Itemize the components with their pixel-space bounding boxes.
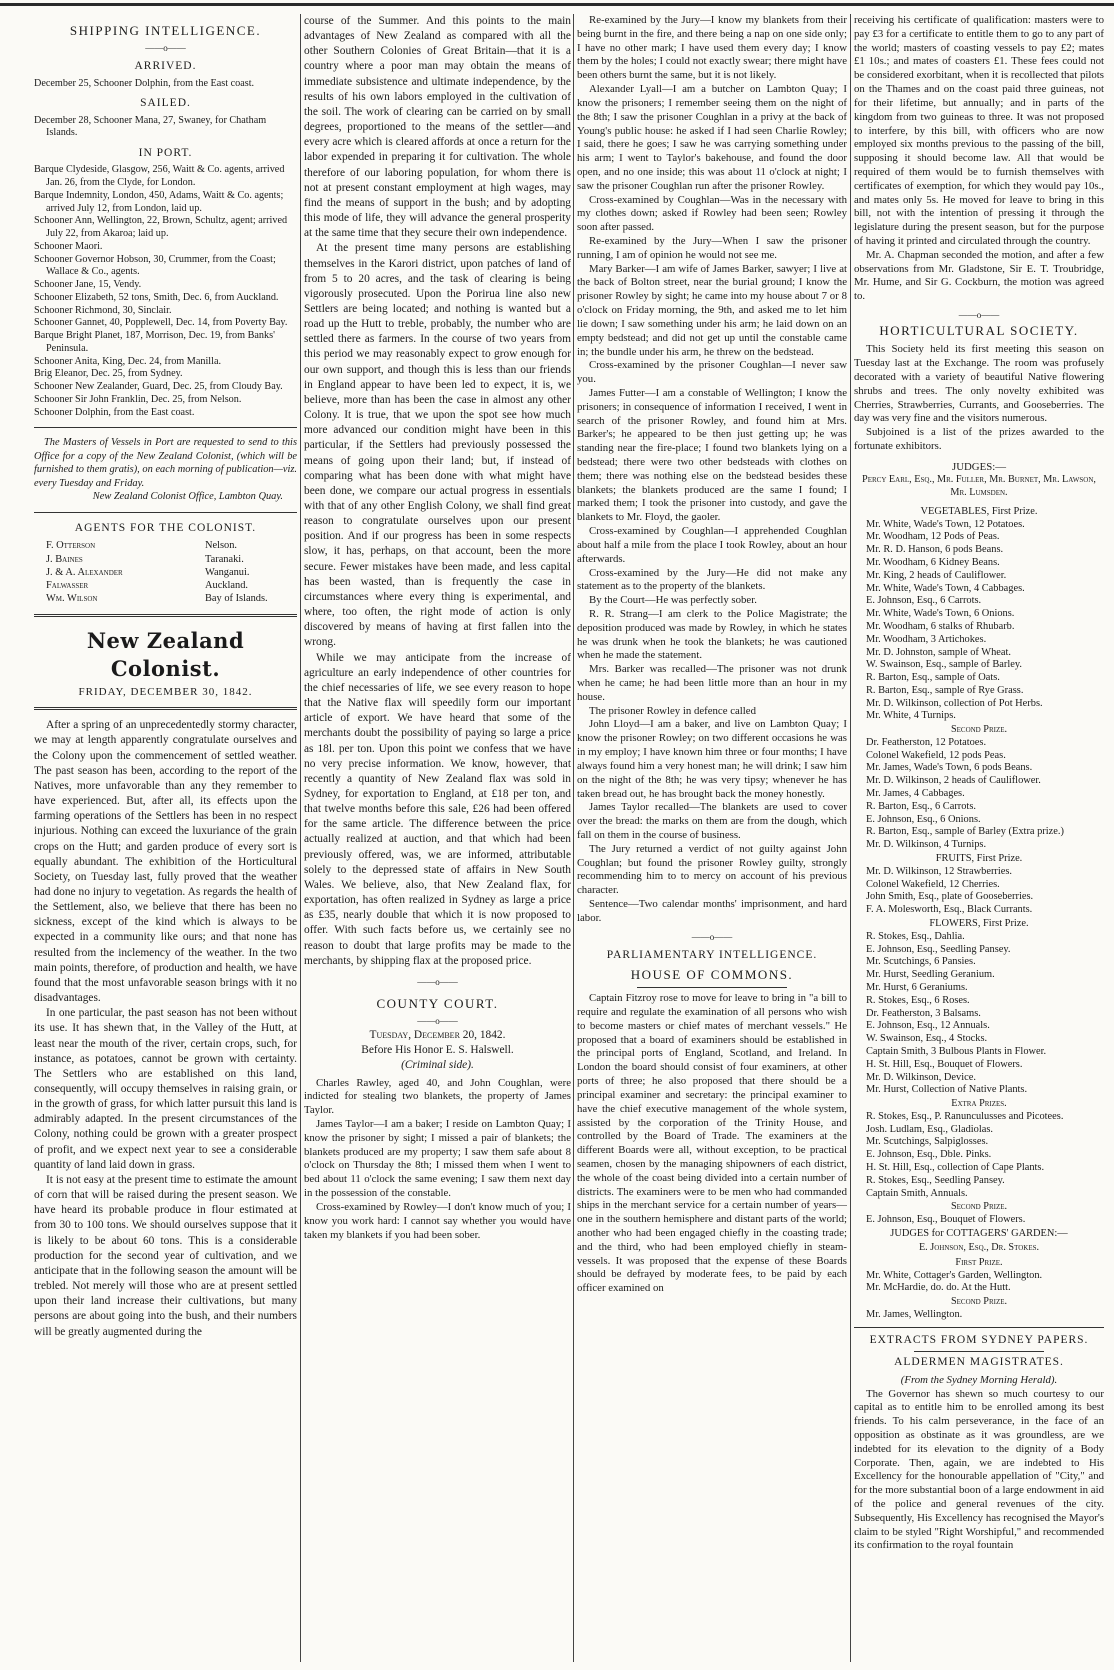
court-paragraph: James Futter—I am a constable of Wellington; I know the prisoners; in consequence of information I received, I went in search of the prisoner Rowley, and found him at Mrs. Barker's; he appeared to be then just getting up; he was standing near the fire-place; I found two blankets lying on a bedstead; there were two other bedsteads with clothes on them; there was nothing else on the bedstead besides these blankets; the blankets produced are the same I found; I marked them; I took the prisoner into custody, and gave the blankets to Mr. Floyd, the gaoler.: [577, 386, 847, 524]
list-item: Schooner Richmond, 30, Sinclair.: [34, 304, 172, 316]
second-prize-label: Second Prize.: [950, 724, 1008, 736]
agents-heading: AGENTS FOR THE COLONIST.: [74, 521, 257, 534]
editorial-paragraph: While we may anticipate from the increase of agriculture an early independence of other countries for the chief necessaries of life, we see every reason to hope that the Native flax will speedily form our important article of export. We have heard that some of the merchants doubt the possibility of paying so large a price as 18l. per ton. Upon this point we confess that we have no very precise information. We know, however, that recently a quantity of New Zealand flax was sold in Sydney, for exportation to England, at £18 per ton, and that twelve months before this sale, £26 had been offered for the same article. The difference between the price actually realized at auction, and that which had been previously offered, was, we are informed, attributable solely to the depressed state of affairs in New South Wales. We believe, also, that New Zealand flax, for exportation, has often realized in Sydney as large a price as £35, nearly double that which it is now proposed to offer. With such facts before us, we certainly see no reason to doubt that large profits may be made to the merchants, by shipping flax at the proposed price.: [304, 651, 571, 967]
agent-row: [46, 566, 297, 579]
parliament-paragraph: Captain Fitzroy rose to move for leave to bring in "a bill to require and regulate the examination of all persons who wish to become masters or chief mates of merchant vessels." He proposed that a board of examiners should be established in the principal ports of England, Scotland, and Ireland. In London the board should consist of four examiners, at other ports of three; he also proposed that there should be a principal examiner and secretary: the principal examiner to have the chief executive management of the whole system, assisted by the corporation of the Trinity House, and controlled by the Board of Trade. The examiners at the different Boards were all, without exception, to be practical seamen, chosen by the managing shipowners of each district, the whole of the coast being divided into a certain number of districts. The examiners were to be men who had commanded ships in the merchant service for a certain number of years—one in the southern hemisphere and distant parts of the world; another who had been engaged chiefly in the coasting trade; and the third, who had been employed chiefly in steam-vessels. It was proposed that the expense of these Boards should be defrayed by moderate fees, to be paid by each officer examined on: [577, 992, 847, 1295]
editorial-paragraph: In one particular, the past season has not been without its use. It has shewn that, in the Valley of the Hutt, at least near the mouth of the river, certain crops, such, for instance, as potatoes, cannot be grown with certainty. The Settlers who are established on this land, consequently, will occupy themselves in raising grain, or in the growth of grass, for which latter pursuit this land is admirably adapted. In the present circumstances of the Colony, nothing could be grown with a greater prospect of profit, and we expect next year to see a considerable quantity of land laid down in grass.: [34, 1007, 297, 1171]
prize-item: E. Johnson, Esq., Dble. Pinks.: [866, 1149, 992, 1161]
list-item: Schooner Sir John Franklin, Dec. 25, from Nelson.: [34, 393, 242, 405]
court-paragraph: Re-examined by the Jury—When I saw the prisoner running, I am of opinion he would not see me.: [577, 235, 847, 261]
horticultural-paragraph: This Society held its first meeting this season on Tuesday last at the Exchange. The room was profusely decorated with a variety of beautiful Native flowering shrubs and trees. The only novelty exhibited was Cherries, Strawberries, Currants, and Gooseberries. The day was very fine and the visitors numerous.: [854, 343, 1104, 425]
prize-item: Colonel Wakefield, 12 pods Peas.: [866, 749, 1006, 761]
second-prize-label: Second Prize.: [950, 1296, 1008, 1308]
list-item: Schooner Maori.: [34, 240, 103, 252]
divider: [34, 614, 297, 617]
agent-row: [46, 553, 297, 566]
prize-item: Josh. Ludlam, Esq., Gladiolas.: [866, 1123, 993, 1135]
prize-item: Mr. White, Wade's Town, 6 Onions.: [866, 608, 1015, 620]
list-item: Barque Indemnity, London, 450, Adams, Waitt & Co. agents; arrived July 12, from London, laid up.: [34, 189, 284, 214]
agent-place: Auckland.: [205, 580, 248, 592]
agent-name: Falwasser: [46, 580, 89, 592]
divider: [34, 707, 297, 710]
court-paragraph: John Lloyd—I am a baker, and live on Lambton Quay; I know the prisoner Rowley; on two different occasions he was in my employ; I have known him three or four months; I have always found him a very honest man; he will drink; I saw him on the night of the 8th; he was very tipsy; whenever he has taken bread out, he has brought back the money honestly.: [577, 718, 847, 800]
prize-item: Mr. D. Johnston, sample of Wheat.: [866, 646, 1011, 658]
court-paragraph: The prisoner Rowley in defence called: [589, 704, 756, 717]
prize-item: Mr. White, Wade's Town, 12 Potatoes.: [866, 518, 1025, 530]
prize-item: Mr. R. D. Hanson, 6 pods Beans.: [866, 544, 1004, 556]
prize-item: Mr. Scutchings, 6 Pansies.: [866, 956, 976, 968]
vegetables-second-list: [854, 737, 1104, 852]
ornament-divider: ——o——: [691, 931, 733, 942]
extra-prizes-label: Extra Prizes.: [951, 1098, 1007, 1110]
court-report: [304, 1077, 571, 1243]
editorial-paragraph: It is not easy at the present time to estimate the amount of corn that will be raised during the present season. We have heard its probable produce in flour estimated at from 30 to 100 tons. We should ourselves suppose that it is likely to be about 60 tons. This is a considerable production for the second year of cultivation, and we anticipate that in the following season the amount will be trebled. Not merely will those who are at present settled upon their land increase their cultivations, but many persons are about going into the bush, and their numbers will be greatly augmented during the: [34, 1173, 297, 1338]
prize-item: E. Johnson, Esq., Seedling Pansey.: [866, 943, 1011, 955]
court-paragraph: Mrs. Barker was recalled—The prisoner was not drunk when he came; he had been little more than an hour in my house.: [577, 663, 847, 703]
prize-item: H. St. Hill, Esq., collection of Cape Plants.: [866, 1161, 1045, 1173]
prize-item: Mr. White, 4 Turnips.: [866, 710, 956, 722]
dateline: FRIDAY, DECEMBER 30, 1842.: [78, 685, 253, 698]
judges-heading: JUDGES:—: [952, 460, 1006, 473]
editorial-paragraph: course of the Summer. And this points to the main advantages of New Zealand as compared with all the other Southern Colonies of Great Britain—that it is a country where a poor man may obtain the means of immediate subsistence and ultimate independence, by the results of his own labors employed in the cultivation of the soil. The work of clearing can be carried on by small degrees, proportioned to the means of the settler—and every acre which is cleared affords at once a return for the labor expended in preparing it for cultivation. The whole therefore of our laboring population, for whom there is not at present constant employment at high wages, may find the means of support in the bush; and by adopting this mode of life, they will advance the general prosperity at the same time that they secure their own independence.: [304, 15, 571, 240]
court-paragraph: Cross-examined by the prisoner Coughlan—I never saw you.: [577, 359, 847, 386]
list-item: Schooner Jane, 15, Vendy.: [34, 279, 142, 291]
court-paragraph: Alexander Lyall—I am a butcher on Lambton Quay; I know the prisoners; I remember seeing them on the night of the 8th; I saw the prisoner Coughlan in a privy at the back of Young's public house: he asked if I had seen Charlie Rowley; I said, there he goes; I saw he was carrying something under his arm; I went to Taylor's bakehouse, and found the door open, and no one inside; this was about 11 o'clock at night; I saw the prisoner Coughlan run after the prisoner Rowley.: [577, 83, 847, 192]
court-paragraph: Re-examined by the Jury—I know my blankets from their being burnt in the fire, and there being a nap on one side only; I have no other mark; I have used them every day; I know them by the holes; I could not exactly swear; there might have been others burnt the same, but it is not likely.: [577, 14, 847, 82]
prize-item: Mr. James, Wade's Town, 6 pods Beans.: [866, 762, 1033, 774]
in-port-list: [34, 164, 297, 419]
prize-item: W. Swainson, Esq., sample of Barley.: [866, 659, 1022, 671]
prize-item: Mr. James, 4 Cabbages.: [866, 788, 965, 800]
list-item: Schooner New Zealander, Guard, Dec. 25, from Cloudy Bay.: [34, 381, 283, 393]
column-4: [854, 14, 1104, 1662]
list-item: Barque Clydeside, Glasgow, 256, Waitt & Co. agents, arrived Jan. 26, from the Clyde, for London.: [34, 164, 285, 189]
agent-name: J. & A. Alexander: [46, 566, 123, 578]
prize-item: E. Johnson, Esq., Bouquet of Flowers.: [866, 1213, 1026, 1225]
prize-item: Mr. James, Wellington.: [866, 1308, 963, 1320]
parliament-paragraph: Mr. A. Chapman seconded the motion, and after a few observations from Mr. Gladstone, Sir E. T. Troubridge, Mr. Hume, and Sir G. Cockburn, the motion was agreed to.: [854, 248, 1104, 303]
prize-item: Mr. D. Wilkinson, 2 heads of Cauliflower.: [866, 775, 1041, 787]
shipping-heading: SHIPPING INTELLIGENCE.: [69, 23, 262, 38]
prize-item: Mr. Woodham, 6 Kidney Beans.: [866, 556, 1000, 568]
masthead: New Zealand Colonist.: [86, 627, 245, 681]
judges-list: Percy Earl, Esq., Mr. Fuller, Mr. Burnet, Mr. Lawson, Mr. Lumsden.: [862, 474, 1096, 498]
list-item: Barque Bright Planet, 187, Morrison, Dec. 19, from Banks' Peninsula.: [34, 330, 275, 354]
prize-item: Mr. D. Wilkinson, collection of Pot Herbs.: [866, 697, 1043, 709]
court-paragraph: Cross-examined by Coughlan—Was in the necessary with my clothes down; asked if Rowley had been seen; Rowley soon after passed.: [577, 193, 847, 234]
agent-place: Nelson.: [205, 540, 238, 552]
divider: [637, 987, 787, 988]
in-port-heading: IN PORT.: [138, 147, 193, 160]
divider: [914, 1351, 1044, 1352]
prize-item: Mr. King, 2 heads of Cauliflower.: [866, 569, 1007, 581]
horticultural-heading: HORTICULTURAL SOCIETY.: [879, 323, 1079, 339]
extracts-heading: EXTRACTS FROM SYDNEY PAPERS.: [869, 1333, 1089, 1346]
vegetables-heading: VEGETABLES, First Prize.: [920, 505, 1038, 517]
prize-item: R. Barton, Esq., sample of Barley (Extra prize.): [866, 826, 1064, 838]
parliament-paragraph: receiving his certificate of qualification: masters were to pay £3 for a certificate to entitle them to go to any part of the world; masters of coasting vessels to pay £2; mates £1 10s.; and mates of coasters £1. These fees could not be considered exorbitant, when it is recollected that pilots on the Thames and on the coast paid three guineas, not for their lifetime, but annually; and in parts of the kingdom from two guineas to three. It was not proposed to interfere, by this bill, with officers who are now employed six months previous to the passing of the bill, supposing it should become law. All that would be required of them would be to furnish themselves with certificates of exemption, for which they would pay 10s., and mates only 5s. He moved for leave to bring in this bill, not with the intention of pressing it through the legislature during the present season, but for the purpose of having it printed and circulated through the country.: [854, 14, 1104, 247]
column-rule: [573, 14, 574, 1662]
prize-item: Mr. D. Wilkinson, 4 Turnips.: [866, 839, 987, 851]
horticultural-paragraph: Subjoined is a list of the prizes awarded to the fortunate exhibitors.: [854, 426, 1104, 453]
prize-item: Captain Smith, 3 Bulbous Plants in Flower.: [866, 1046, 1047, 1058]
prize-item: Colonel Wakefield, 12 Cherries.: [866, 878, 1000, 890]
court-paragraph: Charles Rawley, aged 40, and John Coughlan, were indicted for stealing two blankets, the property of James Taylor.: [304, 1076, 571, 1117]
column-1: [34, 14, 297, 1662]
court-paragraph: By the Court—He was perfectly sober.: [589, 594, 757, 607]
list-item: Schooner Gannet, 40, Popplewell, Dec. 14, from Poverty Bay.: [34, 317, 288, 329]
editorial-paragraph: At the present time many persons are establishing themselves in the Karori district, upon patches of land of from 5 to 20 acres, and the task of clearing is being vigorously prosecuted. Upon the Porirua line also new Settlers are being located; and nothing is wanted but a road up the Hutt to treble, probably, the number who are settled there as farmers. In the course of two years from this period we may reasonably expect to grow enough for our own support, and though this is less than our friends in England appear to have been led to expect, it is, we believe, more than has been the case in almost any other Colony. It is true, that we upon the spot see how much more advanced our condition might have been in this particular, if the Settlers had previously possessed the means of going upon their land; but, if instead of comparing what has been done with what might have been done, we compare our actual progress in essentials with that of any other English Colony, we shall find great reason to congratulate ourselves upon our present position. And if our progress has been in some respects slow, it has, perhaps, on that account, been the more secure. Fewer mistakes have been made, and less capital has been wasted, than is frequently the case in circumstances where every thing is experimental, and where, too often, the right mode of action is only discovered by means of having at first fallen into the wrong.: [304, 242, 571, 649]
column-2: [304, 14, 571, 1662]
prize-item: Mr. McHardie, do. do. At the Hutt.: [866, 1282, 1011, 1294]
list-item: December 28, Schooner Mana, 27, Swaney, for Chatham Islands.: [34, 114, 267, 139]
prize-item: Mr. D. Wilkinson, 12 Strawberries.: [866, 865, 1013, 877]
sailed-heading: SAILED.: [140, 97, 191, 110]
court-paragraph: James Taylor recalled—The blankets are used to cover over the bread: the marks on them are from the dough, which fall on them in the course of business.: [577, 801, 847, 841]
list-item: Schooner Ann, Wellington, 22, Brown, Schultz, agent; arrived July 22, from Akaroa; laid up.: [34, 215, 288, 240]
prize-item: Mr. Hurst, Seedling Geranium.: [866, 969, 995, 981]
agent-name: F. Otterson: [46, 540, 96, 552]
prize-item: H. St. Hill, Esq., Bouquet of Flowers.: [866, 1058, 1023, 1070]
prize-item: Mr. Scutchings, Salpiglosses.: [866, 1136, 989, 1148]
court-paragraph: Mary Barker—I am wife of James Barker, sawyer; I live at the back of Bolton street, near the burial ground; I know the prisoner Rowley by sight; he came into my house about 7 or 8 o'clock on Friday morning, the 9th, and asked me to let him lie down; I saw something under his arm; he laid down on an empty bedstead; and did not get up until the constable came in; the bundle under his arm, he threw on the bedstead.: [577, 262, 847, 358]
list-item: Schooner Dolphin, from the East coast.: [34, 406, 195, 418]
cottagers-second-list: [854, 1309, 1104, 1322]
agent-row: [46, 579, 297, 592]
court-paragraph: Cross-examined by Rowley—I don't know much of you; I know you work hard: I cannot say whether you would have taken my blankets if you had been sober.: [304, 1200, 571, 1241]
parliamentary-heading: PARLIAMENTARY INTELLIGENCE.: [606, 948, 818, 961]
ornament-divider: ——o——: [417, 1016, 458, 1027]
divider: [34, 512, 297, 513]
prize-item: R. Stokes, Esq., P. Ranunculusses and Picotees.: [866, 1110, 1064, 1122]
prize-item: Mr. White, Wade's Town, 4 Cabbages.: [866, 582, 1025, 594]
list-item: Schooner Elizabeth, 52 tons, Smith, Dec. 6, from Auckland.: [34, 291, 279, 303]
cottagers-judges: E. Johnson, Esq., Dr. Stokes.: [918, 1241, 1040, 1253]
court-judge: Before His Honor E. S. Halswell.: [361, 1044, 514, 1057]
ornament-divider: ——o——: [417, 976, 458, 987]
prize-item: Mr. Woodham, 3 Artichokes.: [866, 633, 987, 645]
second-prize-label: Second Prize.: [950, 1201, 1008, 1213]
first-prize-label: First Prize.: [955, 1257, 1003, 1269]
court-paragraph: Cross-examined by the Jury—He did not make any statement as to the property of the blankets.: [577, 566, 847, 593]
sailed-list: [34, 115, 297, 141]
prize-item: Mr. Woodham, 12 Pods of Peas.: [866, 531, 1000, 543]
aldermen-paragraph: The Governor has shewn so much courtesy to our capital as to entitle him to be enrolled among its best friends. To his calm perseverance, in the face of an opposition as obstinate as it was groundless, are we indebted for its elevation to the dignity of a Body Corporate. Then, again, we are indebted to His Excellency for the honourable appellation of "City," and for the more substantial boon of a large endowment in aid of the police and general revenues of the city. Subsequently, His Excellency has recognised the Mayor's claim to be styled "Right Worshipful," and recommended its confirmation to the royal fountain: [854, 1387, 1104, 1552]
notice-text: The Masters of Vessels in Port are requested to send to this Office for a copy of the New Zealand Colonist, (which will be furnished to them gratis), on each morning of publication—viz. every Tuesday and Friday.: [34, 437, 297, 489]
cottagers-first-list: [854, 1270, 1104, 1296]
court-report-continued: [577, 14, 847, 926]
flowers-second-list: [854, 1214, 1104, 1227]
extra-prizes-list: [854, 1111, 1104, 1201]
prize-item: W. Swainson, Esq., 4 Stocks.: [866, 1033, 988, 1045]
commons-heading: HOUSE OF COMMONS.: [630, 966, 794, 982]
editorial-paragraph: After a spring of an unprecedentedly stormy character, we may at length apparently congratulate ourselves and the Colony upon the commencement of settled weather. The past season has been, according to the report of the Natives, more unfavorable than any they remember to have experienced. But, after all, its effects upon the farming operations of the Settlers has been in no respect injurious. Nothing can exceed the luxuriance of the grain crops on the Hutt; and garden produce of every sort is equally abundant. The exhibition of the Horticultural Society, on Tuesday last, fully proved that the weather had done no injury to vegetation. As regards the health of the Settlement, also, we believe that there has been no sickness, except of the kind which is always to be expected in a community like ours; and that none has resulted from the inclemency of the weather. In the two main points, therefore, of production and health, we have found that the most unfavorable season brings with it no disadvantages.: [34, 719, 297, 1005]
prize-item: R. Stokes, Esq., 6 Roses.: [866, 994, 970, 1006]
prize-item: Dr. Featherston, 12 Potatoes.: [866, 736, 987, 748]
prize-item: Mr. Hurst, Collection of Native Plants.: [866, 1084, 1028, 1096]
parliament-continued: [854, 14, 1104, 304]
prize-item: R. Barton, Esq., sample of Oats.: [866, 672, 1000, 684]
court-heading: COUNTY COURT.: [376, 995, 499, 1011]
list-item: Schooner Governor Hobson, 30, Crummer, from the Coast; Wallace & Co., agents.: [34, 253, 276, 278]
prize-item: Dr. Featherston, 3 Balsams.: [866, 1007, 981, 1019]
prize-item: Mr. Hurst, 6 Geraniums.: [866, 982, 968, 994]
prize-item: E. Johnson, Esq., 12 Annuals.: [866, 1020, 990, 1032]
notice-signature: New Zealand Colonist Office, Lambton Quay.: [92, 491, 283, 503]
column-rule: [850, 14, 851, 1662]
agent-row: [46, 592, 297, 605]
list-item: December 25, Schooner Dolphin, from the East coast.: [34, 77, 255, 89]
court-paragraph: The Jury returned a verdict of not guilty against John Coughlan; but found the prisoner Rowley guilty, strongly recommending him to to mercy on account of his previous character.: [577, 842, 847, 897]
aldermen-heading: ALDERMEN MAGISTRATES.: [894, 1355, 1064, 1368]
fruits-heading: FRUITS, First Prize.: [935, 853, 1023, 865]
flowers-heading: FLOWERS, First Prize.: [929, 918, 1029, 930]
divider: [854, 1327, 1104, 1328]
fruits-list: [854, 866, 1104, 917]
prize-item: E. Johnson, Esq., 6 Onions.: [866, 813, 981, 825]
prize-item: R. Stokes, Esq., Dahlia.: [866, 930, 965, 942]
horticultural-intro: [854, 343, 1104, 454]
court-paragraph: Cross-examined by Coughlan—I apprehended Coughlan about half a mile from the place I took Rowley, about an hour afterwards.: [577, 525, 847, 565]
ornament-divider: ——o——: [958, 310, 1000, 321]
vegetables-first-list: [854, 519, 1104, 724]
court-paragraph: James Taylor—I am a baker; I reside on Lambton Quay; I know the prisoner by sight; I missed a pair of blankets; the blankets produced are my property; I saw them safe about 8 o'clock on Thursday the 8th; I missed them when I went to bed about 11 o'clock the same evening; I saw them next day in the possession of the constable.: [304, 1118, 571, 1200]
prize-item: Captain Smith, Annuals.: [866, 1187, 968, 1199]
agent-place: Wanganui.: [205, 566, 250, 578]
court-paragraph: R. R. Strang—I am clerk to the Police Magistrate; the deposition produced was made by Rowley, in which he states he was drunk when he took the blankets; he was cautioned when he made the statement.: [577, 607, 847, 662]
masters-notice: [34, 436, 297, 504]
prize-item: Mr. D. Wilkinson, Device.: [866, 1071, 976, 1083]
court-paragraph: Sentence—Two calendar months' imprisonment, and hard labor.: [577, 898, 847, 924]
column-rule: [300, 14, 301, 1662]
court-date: Tuesday, December 20, 1842.: [369, 1029, 506, 1042]
prize-item: E. Johnson, Esq., 6 Carrots.: [866, 595, 982, 607]
prize-item: R. Barton, Esq., 6 Carrots.: [866, 800, 976, 812]
agent-place: Taranaki.: [205, 553, 244, 565]
column-3: [577, 14, 847, 1662]
list-item: Schooner Anita, King, Dec. 24, from Manilla.: [34, 355, 222, 367]
prize-item: R. Stokes, Esq., Seedling Pansey.: [866, 1174, 1005, 1186]
agent-name: Wm. Wilson: [46, 593, 98, 605]
prize-item: John Smith, Esq., plate of Gooseberries.: [866, 891, 1034, 903]
prize-item: Mr. White, Cottager's Garden, Wellington.: [866, 1269, 1043, 1281]
cottagers-heading: JUDGES for COTTAGERS' GARDEN:—: [890, 1227, 1068, 1239]
prize-item: F. A. Molesworth, Esq., Black Currants.: [866, 904, 1033, 916]
flowers-list: [854, 931, 1104, 1097]
prize-item: R. Barton, Esq., sample of Rye Grass.: [866, 684, 1024, 696]
agent-name: J. Baines: [46, 553, 83, 565]
arrived-heading: ARRIVED.: [134, 60, 197, 73]
divider: [34, 427, 297, 428]
arrived-list: [34, 78, 297, 91]
agents-list: [46, 539, 297, 606]
aldermen-source: (From the Sydney Morning Herald).: [900, 1374, 1058, 1387]
court-side: (Criminal side).: [401, 1059, 474, 1072]
agent-place: Bay of Islands.: [205, 593, 268, 605]
agent-row: [46, 539, 297, 552]
list-item: Brig Eleanor, Dec. 25, from Sydney.: [34, 368, 183, 380]
prize-item: Mr. Woodham, 6 stalks of Rhubarb.: [866, 620, 1015, 632]
ornament-divider: ——o——: [145, 43, 186, 54]
top-border: [0, 0, 1114, 10]
